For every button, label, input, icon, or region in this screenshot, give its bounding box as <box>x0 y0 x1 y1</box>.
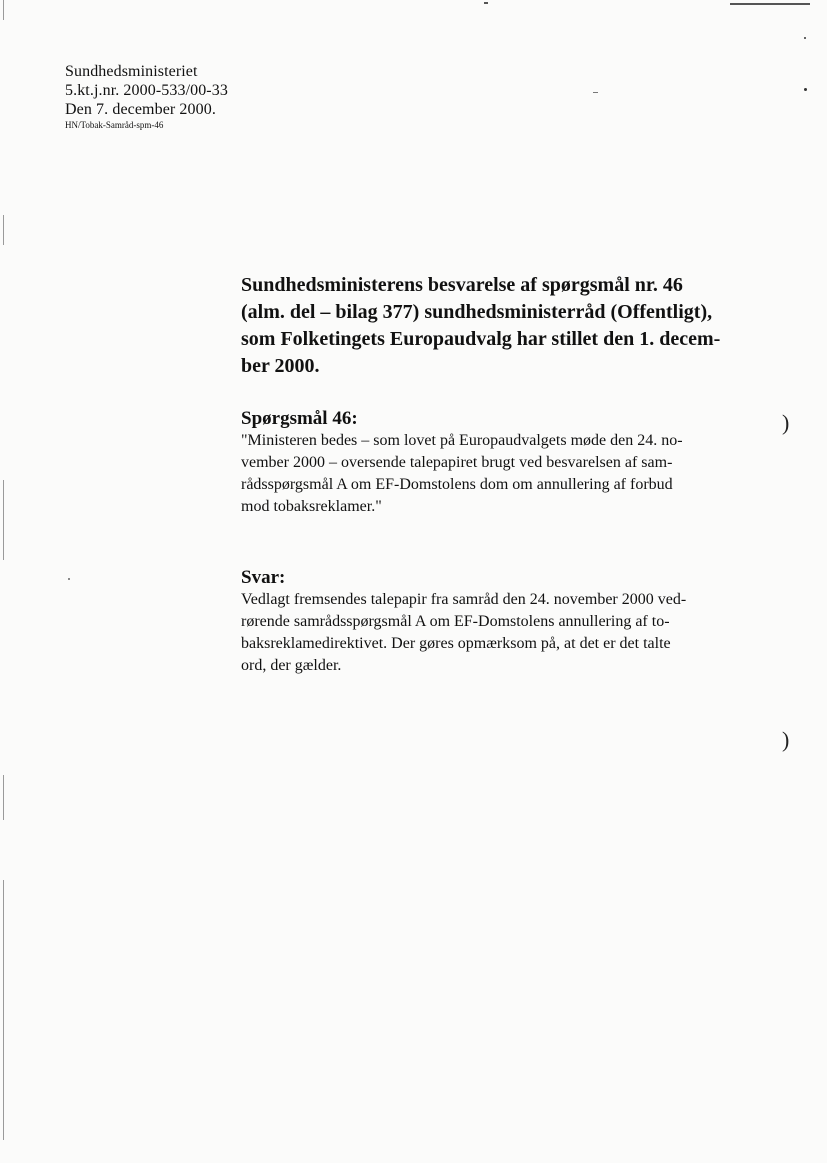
scan-artifact-line <box>484 2 488 4</box>
document-header <box>65 62 365 131</box>
journal-number: 5.kt.j.nr. 2000-533/00-33 <box>65 82 228 99</box>
title-line: Sundhedsministerens besvarelse af spørgsmål nr. 46 <box>241 274 683 296</box>
question-text <box>241 430 741 518</box>
scan-dot <box>804 88 807 91</box>
scan-artifact-line <box>730 3 810 5</box>
title-line: som Folketingets Europaudvalg har stillet den 1. decem- <box>241 328 721 350</box>
scan-dot <box>593 92 598 93</box>
answer-line: rørende samrådsspørgsmål A om EF-Domstolens annullering af to- <box>241 613 670 630</box>
scan-dot <box>804 37 806 39</box>
binder-hole-mark: ) <box>782 410 790 435</box>
answer-line: ord, der gælder. <box>241 657 342 674</box>
binder-hole-mark: ) <box>782 727 790 752</box>
scan-dot <box>68 578 70 580</box>
question-line: rådsspørgsmål A om EF-Domstolens dom om annullering af forbud <box>241 476 673 493</box>
file-reference: HN/Tobak-Samråd-spm-46 <box>65 120 164 130</box>
scan-edge-left <box>3 0 4 20</box>
ministry-name: Sundhedsministeriet <box>65 63 198 80</box>
title-line: ber 2000. <box>241 355 320 377</box>
question-heading: Spørgsmål 46: <box>241 408 358 429</box>
title-line: (alm. del – bilag 377) sundhedsministerråd (Offentligt), <box>241 301 713 323</box>
scan-edge-left <box>3 775 4 820</box>
document-date: Den 7. december 2000. <box>65 101 216 118</box>
scan-edge-left <box>3 215 4 245</box>
scan-edge-left <box>3 480 4 560</box>
answer-line: baksreklamedirektivet. Der gøres opmærksom på, at det er det talte <box>241 635 671 652</box>
answer-heading: Svar: <box>241 567 286 588</box>
answer-line: Vedlagt fremsendes talepapir fra samråd den 24. november 2000 ved- <box>241 591 687 608</box>
scan-edge-left <box>3 880 4 1140</box>
document-title <box>241 272 741 380</box>
question-line: vember 2000 – oversende talepapiret brugt ved besvarelsen af sam- <box>241 454 673 471</box>
answer-section <box>241 566 741 677</box>
question-line: "Ministeren bedes – som lovet på Europaudvalgets møde den 24. no- <box>241 432 683 449</box>
question-section <box>241 407 741 518</box>
answer-text <box>241 589 741 677</box>
question-line: mod tobaksreklamer." <box>241 498 382 515</box>
